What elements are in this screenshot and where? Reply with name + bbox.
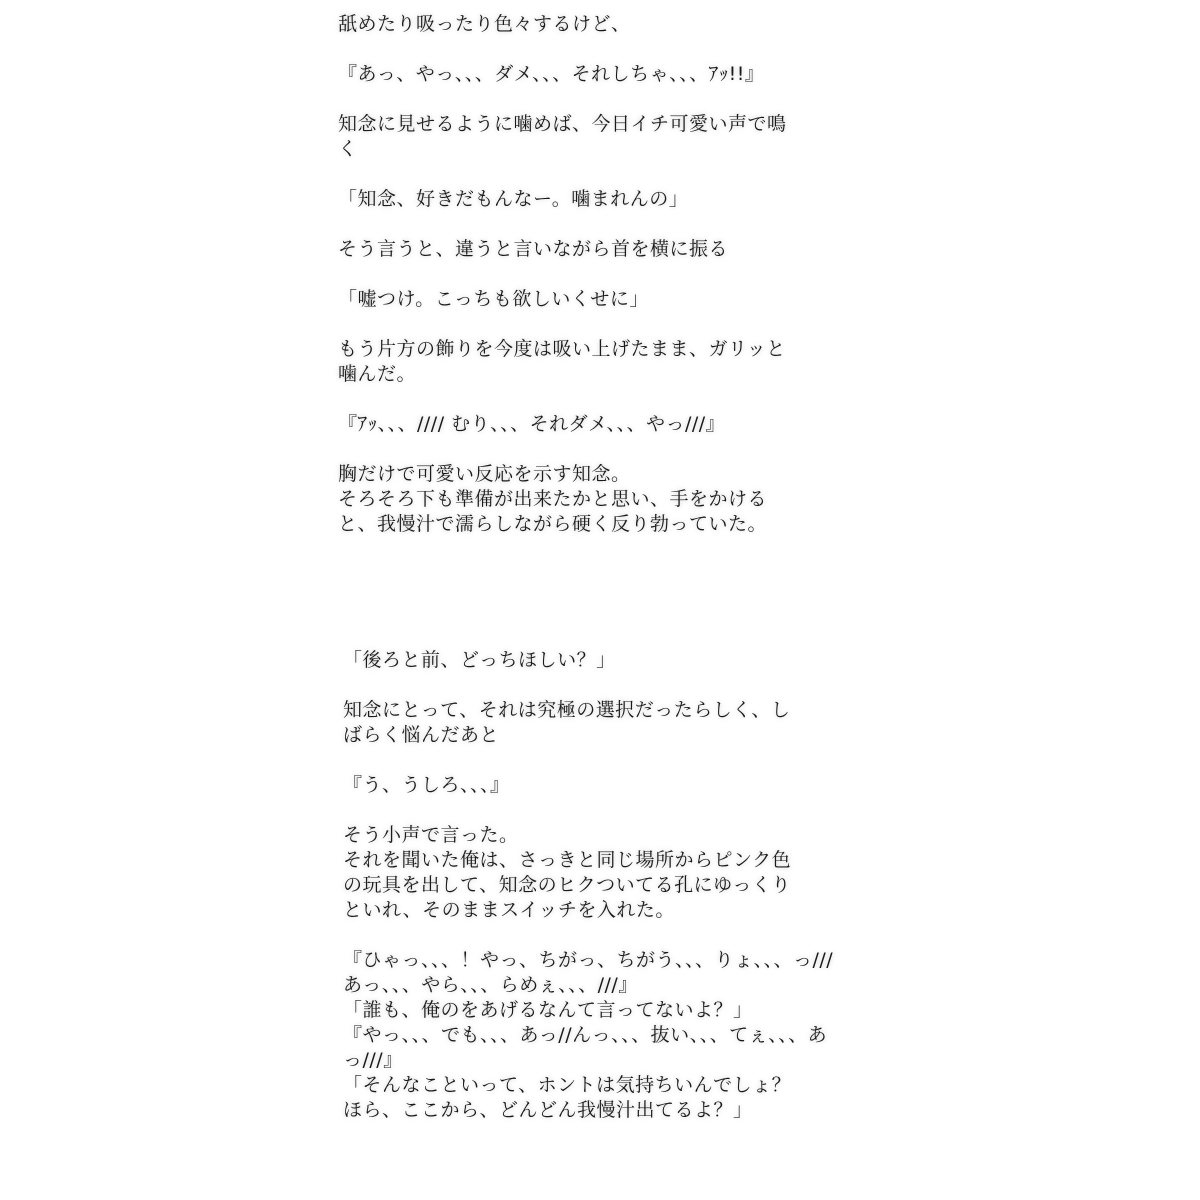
text-line: 『あっ、やっ、、、ダメ、、、それしちゃ、、、ｱｯ!!』 (338, 63, 765, 85)
text-line (338, 312, 787, 337)
text-line: と、我慢汁で濡らしながら硬く反り勃っていた。 (338, 513, 768, 535)
text-line: もう片方の飾りを今度は吸い上げたまま、ガリッと (338, 338, 786, 360)
text-line (338, 162, 787, 187)
text-line: 『やっ、、、でも、、、あっ//んっ、、、抜い、、、てぇ、、、あ (343, 1024, 828, 1046)
text-line: そろそろ下も準備が出来たかと思い、手をかける (338, 488, 768, 510)
text-line: っ///』 (343, 1049, 403, 1071)
text-line (338, 37, 787, 62)
text-line: 舐めたり吸ったり色々するけど、 (338, 13, 631, 35)
text-line: 「知念、好きだもんなー。噛まれんの」 (338, 188, 689, 210)
text-line: 噛んだ。 (338, 363, 417, 385)
text-line: 知念にとって、それは究極の選択だったらしく、し (343, 699, 791, 721)
text-line: 「嘘つけ。こっちも欲しいくせに」 (338, 288, 649, 310)
text-line (343, 798, 833, 823)
text-line (343, 923, 833, 948)
text-line (338, 87, 787, 112)
text-line: 「後ろと前、どっちほしい？」 (343, 649, 616, 671)
text-line (338, 437, 787, 462)
text-line: 知念に見せるように噛めば、今日イチ可愛い声で鳴 (338, 113, 787, 135)
text-line: あっ、、、やら、、、らめぇ、、、///』 (343, 974, 638, 996)
text-line (338, 212, 787, 237)
text-line (338, 387, 787, 412)
text-line: そう小声で言った。 (343, 824, 519, 846)
text-line (343, 748, 833, 773)
text-line: 「誰も、俺のをあげるなんて言ってないよ？」 (343, 999, 753, 1021)
top-text-block (338, 12, 787, 537)
bottom-text-block (343, 648, 833, 1123)
text-line: それを聞いた俺は、さっきと同じ場所からピンク色 (343, 849, 792, 871)
text-line: 『ｱｯ、、、//// むり、、、それダメ、、、やっ///』 (338, 413, 726, 435)
text-line: 『ひゃっ、、、！やっ、ちがっ、ちがう、、、りょ、、、っ/// (343, 949, 834, 971)
text-line: ほら、ここから、どんどん我慢汁出てるよ？」 (343, 1099, 753, 1121)
text-line: の玩具を出して、知念のヒクついてる孔にゆっくり (343, 874, 791, 896)
text-line: 『う、うしろ、、、』 (343, 774, 510, 796)
text-line: ばらく悩んだあと (343, 724, 500, 746)
text-line (343, 673, 833, 698)
text-line: く (338, 138, 358, 160)
text-line: そう言うと、違うと言いながら首を横に振る (338, 238, 729, 260)
text-line (338, 262, 787, 287)
text-line: 胸だけで可愛い反応を示す知念。 (338, 463, 631, 485)
text-line: 「そんなこといって、ホントは気持ちいんでしょ？ (343, 1074, 792, 1096)
text-line: といれ、そのままスイッチを入れた。 (343, 899, 675, 921)
